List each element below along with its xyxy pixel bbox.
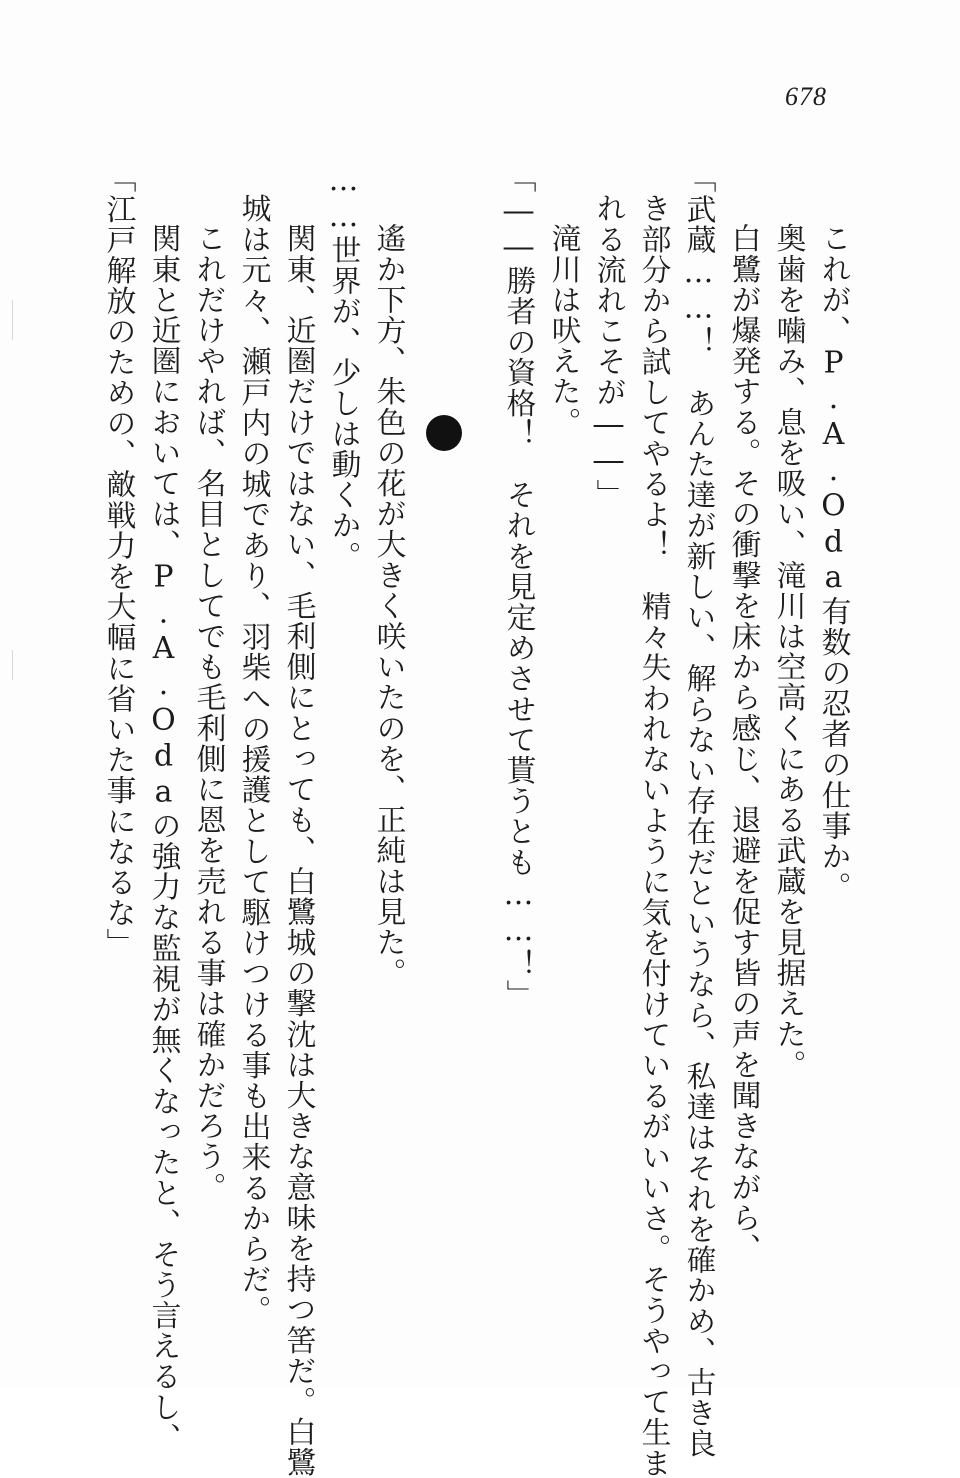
text-column-7: 滝川は吠えた。 bbox=[546, 223, 581, 438]
text-column-5: き部分から試してやるよ！ 精々失われないように気を付けているがいいさ。そうやって生ま bbox=[636, 193, 671, 1478]
page-number: 678 bbox=[785, 82, 827, 111]
text-column-9: 遙か下方、朱色の花が大きく咲いたのを、正純は見た。 bbox=[371, 223, 406, 988]
text-column-11: 関東、近圏だけではない、毛利側にとっても、白鷺城の撃沈は大きな意味を持つ筈だ。白鷺 bbox=[281, 223, 316, 1478]
text-column-2: 奥歯を噛み、息を吸い、滝川は空高くにある武蔵を見据えた。 bbox=[771, 223, 806, 1080]
text-column-4: 「武蔵……！ あんた達が新しい、解らない存在だというなら、私達はそれを確かめ、古き良 bbox=[681, 163, 716, 1459]
text-column-15: 「江戸解放のための、敵戦力を大幅に省いた事になるな」 bbox=[101, 163, 136, 959]
text-column-12: 城は元々、瀬戸内の城であり、羽柴への援護として駆けつける事も出来るからだ。 bbox=[236, 193, 271, 1326]
section-break-mark bbox=[426, 415, 462, 451]
scan-edge-mark bbox=[12, 650, 13, 680]
text-column-14: 関東と近圏においては、P.A.Odaの強力な監視が無くなったと、そう言えるし、 bbox=[146, 223, 181, 1453]
text-column-3: 白鷺が爆発する。その衝撃を床から感じ、退避を促す皆の声を聞きながら、 bbox=[726, 223, 761, 1264]
text-column-13: これだけやれば、名目としてでも毛利側に恩を売れる事は確かだろう。 bbox=[191, 223, 226, 1203]
text-column-6: れる流れこそが――」 bbox=[591, 193, 626, 510]
text-column-10: ……世界が、少しは動くか。 bbox=[326, 163, 361, 572]
scan-edge-mark bbox=[12, 300, 13, 340]
text-column-8: 「――勝者の資格！ それを見定めさせて貰うとも……！」 bbox=[501, 163, 536, 1010]
text-column-1: これが、P.A.Oda有数の忍者の仕事か。 bbox=[816, 223, 851, 902]
